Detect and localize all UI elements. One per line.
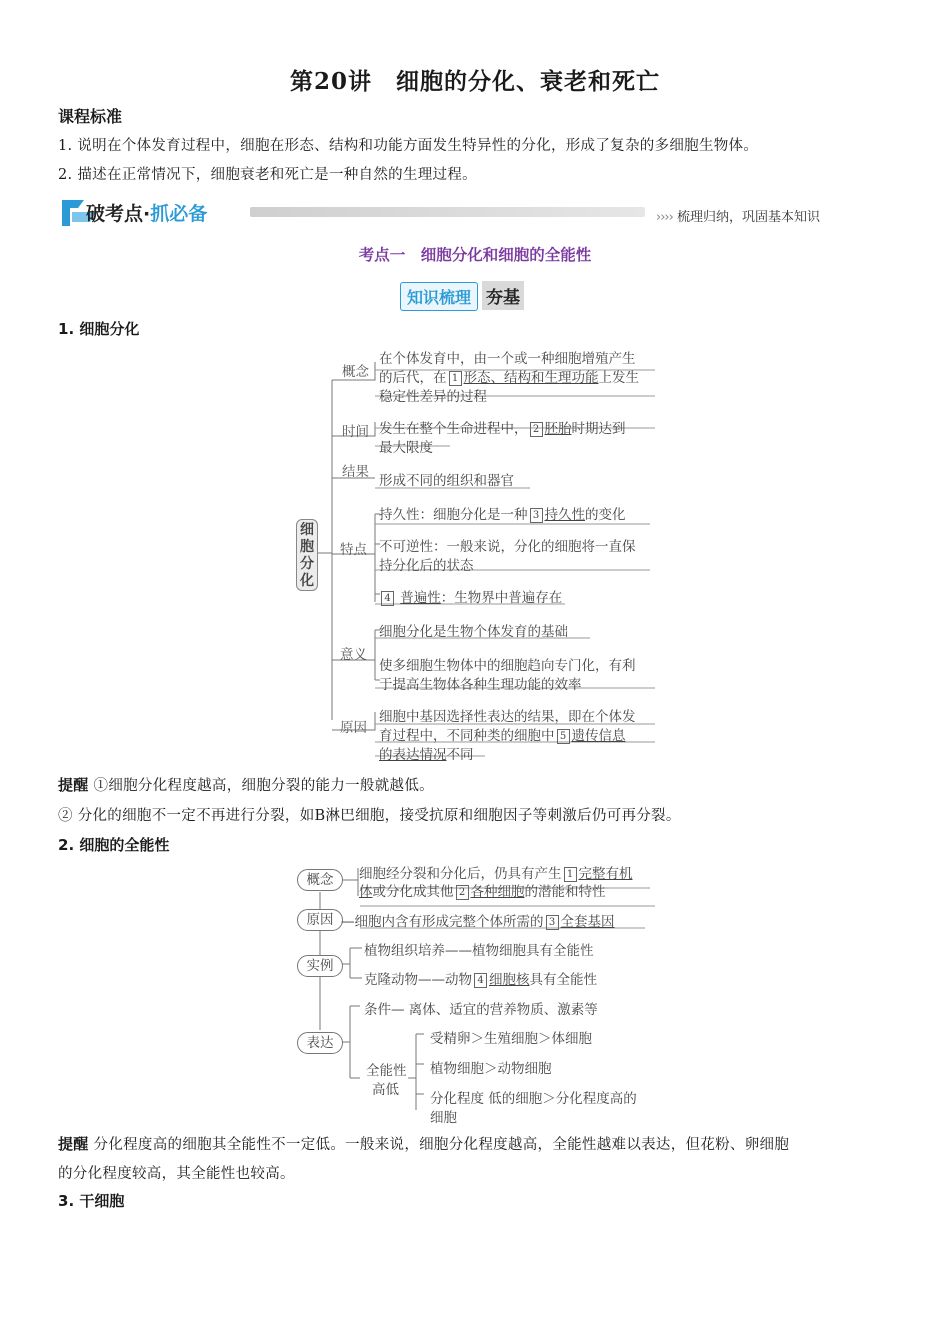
feature-2-line-2: 持分化后的状态 <box>379 558 474 574</box>
label-feature: 特点 <box>340 542 367 558</box>
t-express-rank-1: 受精卵＞生殖细胞＞体细胞 <box>430 1031 592 1047</box>
t-express-sub-1: 全能性 <box>366 1063 407 1079</box>
t-example-1: 植物组织培养——植物细胞具有全能性 <box>364 943 594 959</box>
node-example: 实例 <box>297 955 343 977</box>
t-express-sub-2: 高低 <box>372 1082 399 1098</box>
node-reason: 原因 <box>297 909 343 931</box>
section-2-heading: 2. 细胞的全能性 <box>58 836 170 854</box>
t-example-2: 克隆动物——动物 4 细胞核具有全能性 <box>364 972 597 988</box>
banner-title: 破考点·抓必备 <box>86 203 208 225</box>
tip-2-line-2: 的分化程度较高，其全能性也较高。 <box>58 1166 295 1182</box>
t-concept-line-1: 细胞经分裂和分化后，仍具有产生 1 完整有机 <box>359 866 633 882</box>
knowledge-tag: 知识梳理 夯基 <box>400 281 524 307</box>
t-express-condition: 条件— 离体、适宜的营养物质、激素等 <box>364 1002 598 1018</box>
standards-heading: 课程标准 <box>58 107 123 126</box>
section-1-heading: 1. 细胞分化 <box>58 320 140 338</box>
section-heading: 考点一 细胞分化和细胞的全能性 <box>358 246 592 264</box>
meaning-2-line-1: 使多细胞生物体中的细胞趋向专门化，有利 <box>379 658 636 674</box>
meaning-2-line-2: 于提高生物体各种生理功能的效率 <box>379 677 582 693</box>
t-concept-line-2: 体或分化成其他 2 各种细胞的潜能和特性 <box>359 884 606 900</box>
cause-line-3: 的表达情况不同 <box>379 747 474 763</box>
time-line-1: 发生在整个生命进程中， 2 胚胎时期达到 <box>379 421 626 437</box>
label-time: 时间 <box>342 424 369 440</box>
section-3-heading: 3. 干细胞 <box>58 1192 125 1210</box>
cause-line-1: 细胞中基因选择性表达的结果，即在个体发 <box>379 709 636 725</box>
concept-line-2: 的后代，在 1 形态、结构和生理功能上发生 <box>379 370 639 386</box>
tip-1-line-2: ② 分化的细胞不一定不再进行分裂，如B淋巴细胞，接受抗原和细胞因子等刺激后仍可再分裂。 <box>58 808 681 824</box>
node-concept: 概念 <box>297 869 343 891</box>
standard-item-1: 1. 说明在个体发育过程中，细胞在形态、结构和功能方面发生特异性的分化，形成了复杂的多细胞生物体。 <box>58 138 759 154</box>
t-express-rank-3-line-2: 细胞 <box>430 1110 457 1126</box>
concept-line-3: 稳定性差异的过程 <box>379 389 487 405</box>
label-concept: 概念 <box>342 364 369 380</box>
standard-item-2: 2. 描述在正常情况下，细胞衰老和死亡是一种自然的生理过程。 <box>58 167 477 183</box>
page-title: 第20讲 细胞的分化、衰老和死亡 <box>289 68 660 95</box>
banner-subtitle: ›››› 梳理归纳，巩固基本知识 <box>656 210 820 225</box>
time-line-2: 最大限度 <box>379 440 433 456</box>
label-cause: 原因 <box>340 720 367 736</box>
t-express-rank-2: 植物细胞＞动物细胞 <box>430 1061 552 1077</box>
concept-line-1: 在个体发育中，由一个或一种细胞增殖产生 <box>379 351 636 367</box>
banner-bar <box>250 207 645 217</box>
meaning-1: 细胞分化是生物个体发育的基础 <box>379 624 568 640</box>
tip-2-line-1: 提醒 分化程度高的细胞其全能性不一定低。一般来说，细胞分化程度越高，全能性越难以表达，但花粉、卵细胞 <box>58 1135 790 1153</box>
tip-1-line-1: 提醒 ①细胞分化程度越高，细胞分裂的能力一般就越低。 <box>58 776 434 794</box>
feature-2-line-1: 不可逆性：一般来说，分化的细胞将一直保 <box>379 539 636 555</box>
diagram-root-label: 细胞分化 <box>296 519 318 591</box>
feature-1: 持久性：细胞分化是一种 3 持久性的变化 <box>379 507 626 523</box>
t-express-rank-3-line-1: 分化程度 低的细胞＞分化程度高的 <box>430 1091 637 1107</box>
result-line: 形成不同的组织和器官 <box>379 473 514 489</box>
label-result: 结果 <box>342 464 369 480</box>
label-meaning: 意义 <box>340 647 367 663</box>
feature-3: 4 普遍性：生物界中普遍存在 <box>379 586 562 606</box>
node-express: 表达 <box>297 1032 343 1054</box>
cause-line-2: 育过程中，不同种类的细胞中 5 遗传信息 <box>379 728 626 744</box>
t-reason: —细胞内含有形成完整个体所需的 3 全套基因 <box>341 914 615 930</box>
